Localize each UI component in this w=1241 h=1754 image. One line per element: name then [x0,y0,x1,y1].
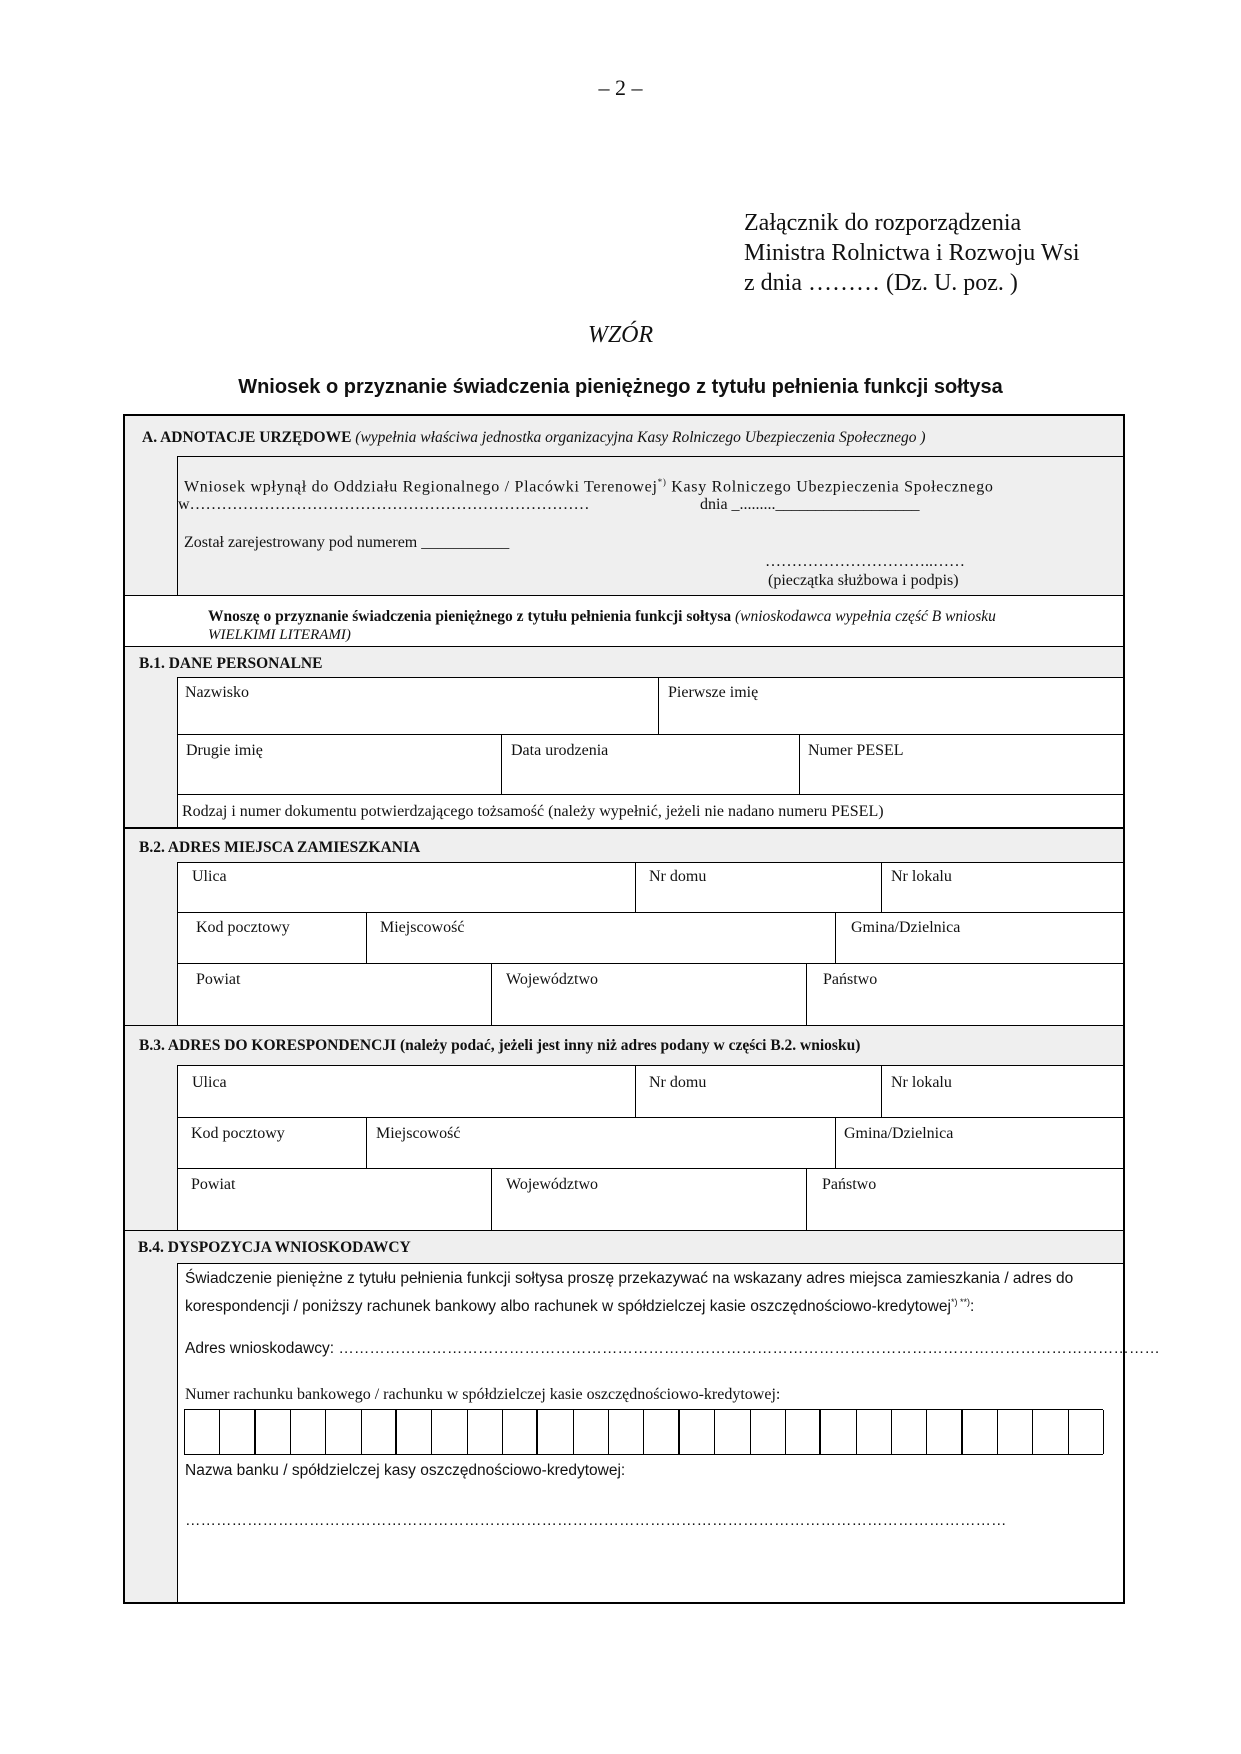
account-digit-cell[interactable] [185,1410,220,1454]
b2-panstwo-field[interactable]: Państwo [823,971,878,988]
rachunek-label: Numer rachunku bankowego / rachunku w spółdzielczej kasie oszczędnościowo-kredytowej: [185,1386,781,1403]
b3-miejscowosc-field[interactable]: Miejscowość [376,1125,461,1142]
account-digit-cell[interactable] [892,1410,927,1454]
received-date[interactable]: dnia _.........__________________ [700,496,920,513]
b4-text-line2-end: : [969,1298,975,1316]
b2-ulica-field[interactable]: Ulica [192,868,227,885]
b3-panstwo-field[interactable]: Państwo [822,1176,877,1193]
account-digit-cell[interactable] [538,1410,573,1454]
b3-nr-domu-field[interactable]: Nr domu [649,1074,707,1091]
application-form [123,414,1160,1604]
request-text: Wnoszę o przyznanie świadczenia pieniężnego z tytułu pełnienia funkcji sołtysa [208,608,732,625]
received-line-2[interactable]: w………………………………………………………………… [178,496,590,513]
b4-text-line2-main: korespondencji / poniższy rachunek bankowy albo rachunek w spółdzielczej kasie oszczędnościowo-kredytowej [185,1298,951,1316]
account-number-grid[interactable] [184,1409,1103,1455]
b3-wojewodztwo-field[interactable]: Województwo [506,1176,599,1193]
b2-nr-domu-field[interactable]: Nr domu [649,868,707,885]
account-digit-cell[interactable] [220,1410,255,1454]
nazwisko-field[interactable]: Nazwisko [185,684,249,701]
account-digit-cell[interactable] [574,1410,609,1454]
b4-text-line2 [185,1297,974,1316]
account-digit-cell[interactable] [927,1410,962,1454]
account-digit-cell[interactable] [963,1410,998,1454]
b2-body [177,862,1123,1025]
section-a-heading [142,429,926,447]
b4-footnote-marks: *) **) [950,1297,970,1307]
section-a-note: (wypełnia właściwa jednostka organizacyjna Kasy Rolniczego Ubezpieczenia Społecznego ) [355,429,926,446]
b2-nr-lokalu-field[interactable]: Nr lokalu [891,868,952,885]
b2-wojewodztwo-field[interactable]: Województwo [506,971,599,988]
annex-line-1: Załącznik do rozporządzenia [744,210,1022,236]
account-digit-cell[interactable] [786,1410,821,1454]
bank-name-field[interactable]: …………………………………………………………………………………………………………………………………………… [185,1512,1007,1529]
b3-margin [125,1065,177,1230]
account-digit-cell[interactable] [645,1410,680,1454]
b4-margin [125,1263,177,1602]
account-digit-cell[interactable] [1069,1410,1104,1454]
account-digit-cell[interactable] [503,1410,538,1454]
request-note: (wnioskodawca wypełnia część B wniosku [735,608,996,625]
account-digit-cell[interactable] [256,1410,291,1454]
b2-gmina-field[interactable]: Gmina/Dzielnica [851,919,961,936]
drugie-imie-field[interactable]: Drugie imię [186,742,263,759]
request-note-line2: WIELKIMI LITERAMI) [208,627,351,643]
annex-header [744,208,1080,298]
received-line-1: Wniosek wpłynął do Oddziału Regionalnego / Placówki Terenowej*) Kasy Rolniczego Ubezpieczenia Społecznego [184,477,994,496]
account-digit-cell[interactable] [362,1410,397,1454]
b2-margin [125,862,177,1025]
b1-margin [125,677,177,827]
b1-heading: B.1. DANE PERSONALNE [139,655,323,672]
bank-name-label: Nazwa banku / spółdzielczej kasy oszczędnościowo-kredytowej: [185,1462,626,1479]
b3-ulica-field[interactable]: Ulica [192,1074,227,1091]
request-statement [208,608,996,626]
b4-text-line1: Świadczenie pieniężne z tytułu pełnienia funkcji sołtysa proszę przekazywać na wskazany adres miejsca zamieszkania / adres do [185,1270,1074,1287]
account-digit-cell[interactable] [609,1410,644,1454]
account-digit-cell[interactable] [397,1410,432,1454]
account-digit-cell[interactable] [680,1410,715,1454]
section-a-margin [125,456,177,595]
b4-heading: B.4. DYSPOZYCJA WNIOSKODAWCY [138,1239,411,1256]
b3-heading: B.3. ADRES DO KORESPONDENCJI (należy podać, jeżeli jest inny niż adres podany w części B.2. wniosku) [139,1037,861,1054]
stamp-label: (pieczątka służbowa i podpis) [768,572,959,589]
b2-kod-field[interactable]: Kod pocztowy [196,919,290,936]
account-digit-cell[interactable] [432,1410,467,1454]
b2-powiat-field[interactable]: Powiat [196,971,241,988]
annex-line-3: z dnia ……… (Dz. U. poz. ) [744,270,1018,296]
account-digit-cell[interactable] [1033,1410,1068,1454]
account-digit-cell[interactable] [291,1410,326,1454]
dokument-field[interactable]: Rodzaj i numer dokumentu potwierdzającego tożsamość (należy wypełnić, jeżeli nie nadano numeru PESEL) [182,803,884,820]
b3-nr-lokalu-field[interactable]: Nr lokalu [891,1074,952,1091]
stamp-dots: …………………………..…… [765,553,965,570]
account-digit-cell[interactable] [715,1410,750,1454]
account-digit-cell[interactable] [468,1410,503,1454]
section-a-title: A. ADNOTACJE URZĘDOWE [142,429,352,446]
account-digit-cell[interactable] [857,1410,892,1454]
page-number: – 2 – [598,75,643,100]
account-digit-cell[interactable] [998,1410,1033,1454]
b3-kod-field[interactable]: Kod pocztowy [191,1125,285,1142]
b2-heading: B.2. ADRES MIEJSCA ZAMIESZKANIA [139,839,421,856]
pesel-field[interactable]: Numer PESEL [808,742,904,759]
b2-miejscowosc-field[interactable]: Miejscowość [380,919,465,936]
template-label: WZÓR [587,322,654,348]
pierwsze-imie-field[interactable]: Pierwsze imię [668,684,759,701]
annex-line-2: Ministra Rolnictwa i Rozwoju Wsi [744,240,1080,266]
b3-gmina-field[interactable]: Gmina/Dzielnica [844,1125,954,1142]
account-digit-cell[interactable] [821,1410,856,1454]
adres-wnioskodawcy-field[interactable]: Adres wnioskodawcy: …………………………………………………………………………………………………………………………………………… [185,1340,1160,1357]
form-title: Wniosek o przyznanie świadczenia pieniężnego z tytułu pełnienia funkcji sołtysa [238,376,1003,398]
account-digit-cell[interactable] [326,1410,361,1454]
b3-powiat-field[interactable]: Powiat [191,1176,236,1193]
data-urodzenia-field[interactable]: Data urodzenia [511,742,609,759]
account-digit-cell[interactable] [751,1410,786,1454]
registration-number[interactable]: Został zarejestrowany pod numerem ___________ [184,534,510,551]
